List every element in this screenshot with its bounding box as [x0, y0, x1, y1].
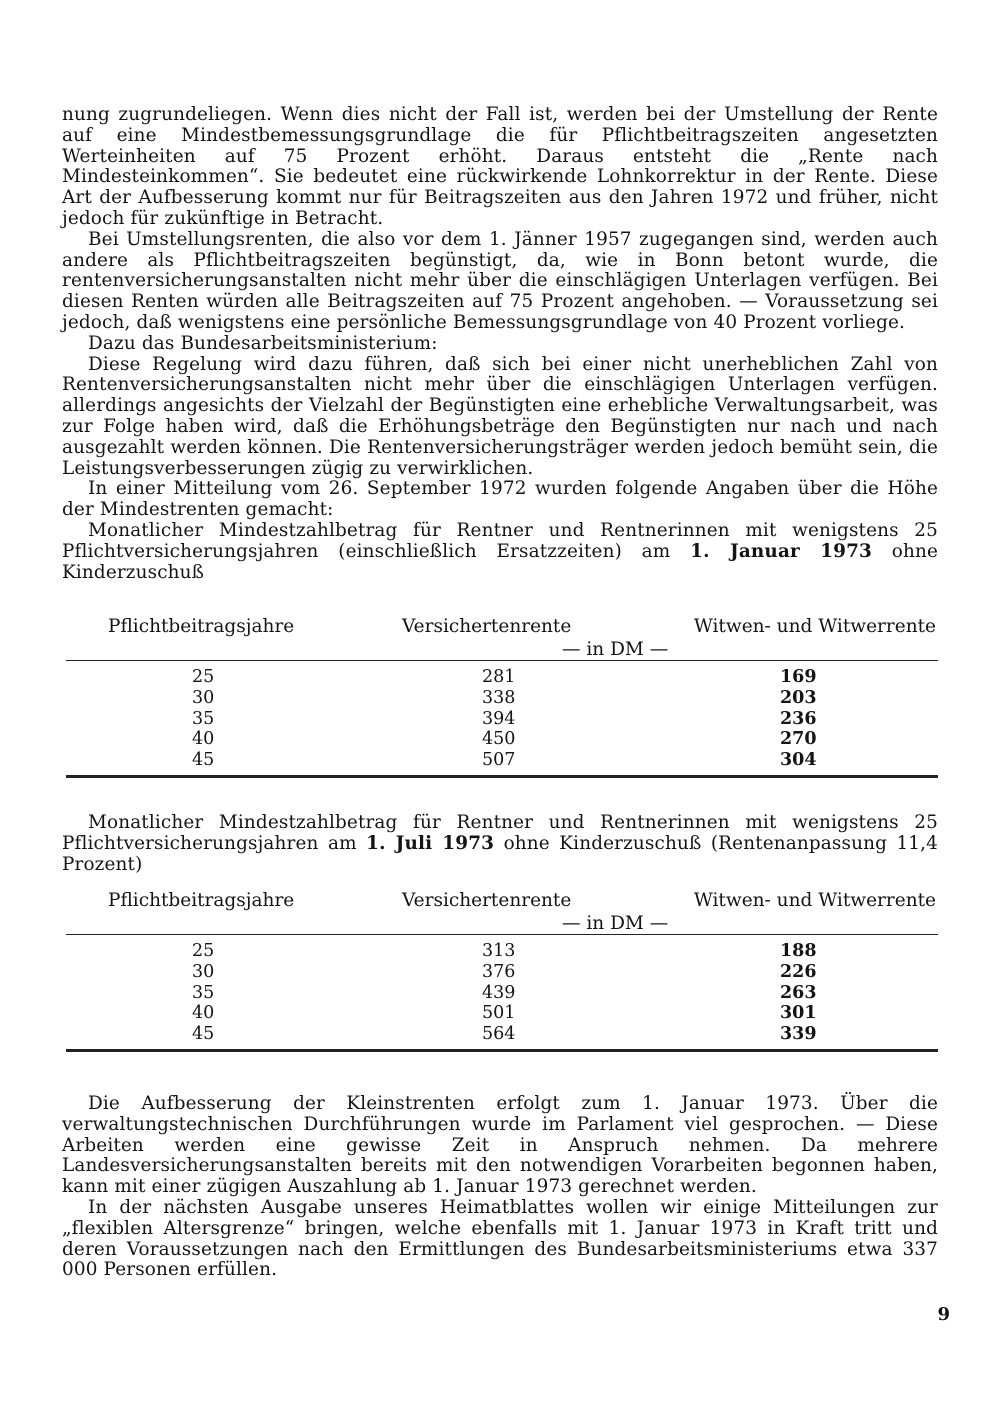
table-row: 25 281 169 — [192, 667, 817, 687]
paragraph: Diese Regelung wird dazu führen, daß sich bei einer nicht unerheblichen Zahl von Rentenversicherungsanstalten nicht mehr über die einschlägigen Unterlagen verfügen. allerdings angesichts der Vielzahl der Begünstigten eine erhebliche Verwaltungsarbeit, was zur Folge haben wird, daß die Erhöhungsbeträge den Begünstigten nur nach und nach ausgezahlt werden können. Die Rentenversicherungsträger werden jedoch bemüht sein, die Leistungsverbesserungen zügig zu verwirklichen. — [62, 353, 938, 479]
table2-intro: Monatlicher Mindestzahlbetrag für Rentner und Rentnerinnen mit wenigstens 25 Pflichtversicherungsjahren am 1. Juli 1973 ohne Kinderzuschuß (Rentenanpassung 11,4 Prozent) — [62, 812, 938, 875]
page-number: 9 — [937, 1304, 950, 1325]
table-rule-bottom — [66, 775, 938, 778]
table-row: 35 439 263 — [192, 982, 817, 1003]
table-row: 25 313 188 — [192, 941, 817, 961]
pension-table-jan-1973 — [62, 616, 938, 778]
table2-intro-block — [62, 813, 938, 875]
col-header-widow: Witwen- und Witwerrente — [693, 890, 936, 911]
table-row: 45 507 304 — [192, 750, 817, 771]
paragraph: Die Aufbesserung der Kleinstrenten erfolgt zum 1. Januar 1973. Über die verwaltungstechnischen Durchführungen wurde im Parlament viel gesprochen. — Diese Arbeiten werden eine gewisse Zeit in Anspruch nehmen. Da mehrere Landesversicherungsanstalten bereits mit den notwendigen Vorarbeiten begonnen haben, kann mit einer zügigen Auszahlung ab 1. Januar 1973 gerechnet werden. — [62, 1093, 938, 1198]
col-header-insured: Versichertenrente — [402, 890, 572, 911]
col-header-years: Pflichtbeitragsjahre — [108, 616, 295, 637]
col-header-insured: Versichertenrente — [402, 616, 572, 637]
paragraph: In einer Mitteilung vom 26. September 1972 wurden folgende Angaben über die Höhe der Mindestrenten gemacht: — [62, 478, 938, 521]
table-row: 30 338 203 — [192, 687, 817, 708]
table-body — [62, 661, 938, 775]
table-row: 40 450 270 — [192, 729, 817, 750]
table-rule-bottom — [66, 1049, 938, 1052]
paragraph: nung zugrundeliegen. Wenn dies nicht der Fall ist, werden bei der Umstellung der Rente auf eine Mindestbemessungsgrundlage die für Pflichtbeitragszeiten angesetzten Werteinheiten auf 75 Prozent erhöht. Daraus entsteht die „Rente nach Mindesteinkommen“. Sie bedeutet eine rückwirkende Lohnkorrektur in der Rente. Diese Art der Aufbesserung kommt nur für Beitragszeiten aus den Jahren 1972 und früher, nicht jedoch für zukünftige in Betracht. — [62, 104, 938, 229]
table-row: 35 394 236 — [192, 708, 817, 729]
table-header — [62, 616, 938, 660]
intro-text — [62, 105, 938, 583]
paragraph: Dazu das Bundesarbeitsministerium: — [88, 332, 438, 354]
paragraph: In der nächsten Ausgabe unseres Heimatblattes wollen wir einige Mitteilungen zur „flexiblen Altersgrenze“ bringen, welche ebenfalls mit 1. Januar 1973 in Kraft tritt und deren Voraussetzungen nach den Ermittlungen des Bundesarbeitsministeriums etwa 337 000 Personen erfüllen. — [62, 1196, 938, 1281]
table-row: 30 376 226 — [192, 961, 817, 982]
table-row: 40 501 301 — [192, 1003, 817, 1024]
paragraph: Bei Umstellungsrenten, die also vor dem 1. Jänner 1957 zugegangen sind, werden auch andere als Pflichtbeitragszeiten begünstigt, da, wie in Bonn betont wurde, die rentenversicherungsanstalten nicht mehr über die einschlägigen Unterlagen verfügen. Bei diesen Renten würden alle Beitragszeiten auf 75 Prozent angehoben. — Voraussetzung sei jedoch, daß wenigstens eine persönliche Bemessungsgrundlage von 40 Prozent vorliege. — [62, 228, 938, 333]
col-header-years: Pflichtbeitragsjahre — [108, 890, 295, 911]
table-header — [62, 890, 938, 934]
col-header-widow: Witwen- und Witwerrente — [693, 616, 936, 637]
unit-label: — in DM — — [562, 913, 669, 934]
table-body — [62, 935, 938, 1049]
table1-intro: Monatlicher Mindestzahlbetrag für Rentner und Rentnerinnen mit wenigstens 25 Pflichtversicherungsjahren (einschließlich Ersatzzeiten) am 1. Januar 1973 ohne Kinderzuschuß — [62, 519, 939, 583]
unit-label: — in DM — — [562, 639, 669, 660]
pension-table-jul-1973 — [62, 890, 938, 1052]
table-row: 45 564 339 — [192, 1024, 817, 1045]
closing-text — [62, 1094, 938, 1281]
